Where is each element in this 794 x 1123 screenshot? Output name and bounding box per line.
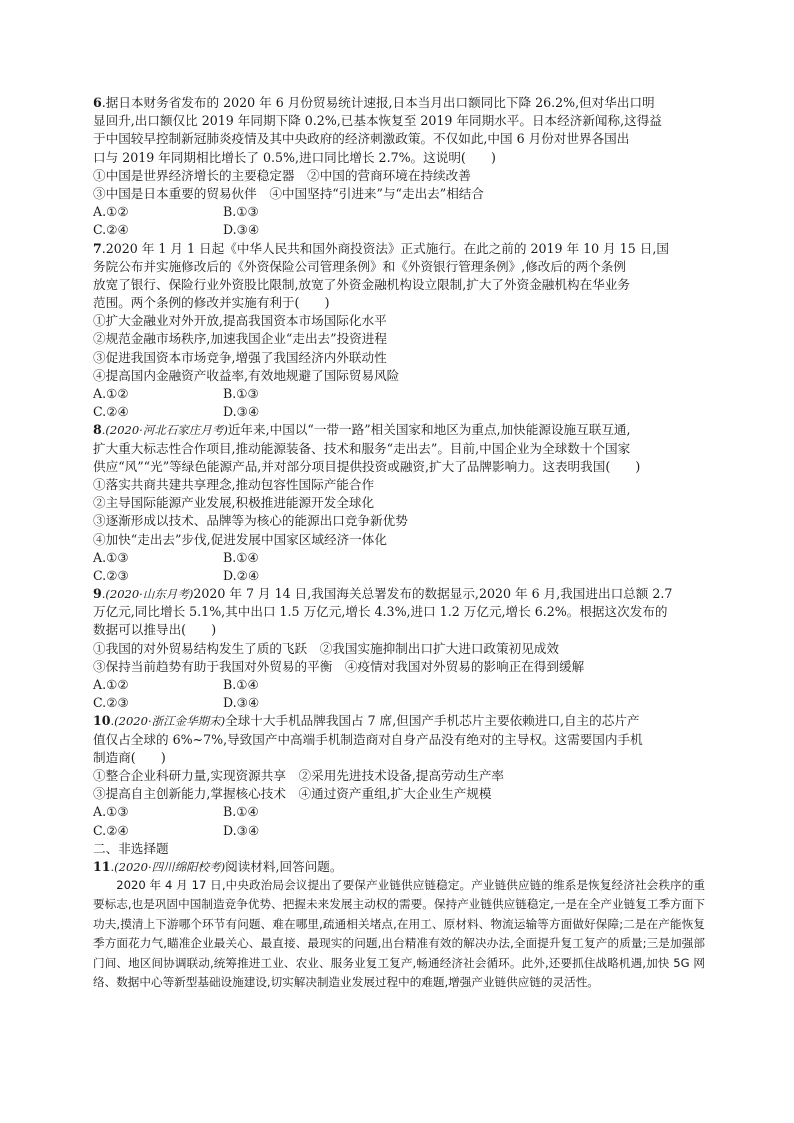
statement: ①我国的对外贸易结构发生了质的飞跃 ②我国实施抑制出口扩大进口政策初见成效 [93,640,559,656]
question-number: 10 [93,713,111,729]
question-source: .(2020·四川绵阳校考) [110,859,226,874]
option-b: B.①④ [223,677,259,692]
question-stem-line: 显回升,出口额仅比 2019 年同期下降 0.2%,已基本恢复至 2019 年同期水平。日本经济新闻称,这得益 [93,113,662,129]
option-c: C.②③ [93,567,129,583]
question-stem-line: 值仅占全球的 6%~7%,导致国产中高端手机制造商对自身产品没有绝对的主导权。这需要国内手机 [93,731,643,747]
option-a: A.①② [93,204,129,220]
question-stem-line: 务院公布并实施修改后的《外资保险公司管理条例》和《外资银行管理条例》,修改后的两个条例 [93,258,626,274]
statement: ④提高国内金融资产收益率,有效地规避了国际贸易风险 [93,367,400,383]
options-row [93,803,705,821]
statement: ①中国是世界经济增长的主要稳定器 ②中国的营商环境在持续改善 [93,167,471,183]
question-number: 9 [93,586,102,602]
statement: ③提高自主创新能力,掌握核心技术 ④通过资产重组,扩大企业生产规模 [93,786,492,802]
option-a: A.①③ [93,549,129,565]
question-stem-line: 范围。两个条例的修改并实施有利于( ) [93,295,330,311]
options-row [93,822,705,840]
question-stem-line: 供应“风”“光”等绿色能源产品,并对部分项目提供投资或融资,扩大了品牌影响力。这表明我国( ) [93,458,641,474]
option-b: B.①④ [223,549,259,565]
option-b: B.①④ [223,804,259,820]
option-d: D.③④ [223,822,260,838]
statement: ③促进我国资本市场竞争,增强了我国经济内外联动性 [93,349,387,365]
question-number: 6 [93,95,102,110]
section-heading: 二、非选择题 [93,840,169,856]
options-row [93,694,705,712]
question-stem-line: 2020 年 7 月 14 日,我国海关总署发布的数据显示,2020 年 6 月,我国进出口总额 2.7 [193,586,673,602]
question-8 [93,421,705,585]
option-a: A.①② [93,386,129,401]
option-c: C.②④ [93,822,129,838]
question-stem-line: 于中国较早控制新冠肺炎疫情及其中央政府的经济刺激政策。不仅如此,中国 6 月份对世界各国出 [93,131,630,147]
option-d: D.②④ [223,567,260,583]
statement: ①扩大金融业对外开放,提高我国资本市场国际化水平 [93,313,387,329]
question-source: .(2020·河北石家庄月考) [101,423,228,438]
options-row [93,385,705,403]
question-stem-line: 放宽了银行、保险行业外资股比限制,放宽了外资金融机构设立限制,扩大了外资金融机构在华业务 [93,276,630,292]
question-stem-line: .2020 年 1 月 1 日起《中华人民共和国外商投资法》正式施行。在此之前的 2019 年 10 月 15 日,国 [101,240,669,256]
option-a: A.①③ [93,804,129,820]
question-10 [93,712,705,839]
question-number: 11 [93,858,111,874]
option-c: C.②④ [93,222,129,238]
question-stem-line: 近年来,中国以“一带一路”相关国家和地区为重点,加快能源设施互联互通, [227,422,631,438]
question-prompt: 阅读材料,回答问题。 [225,858,343,874]
statement: ①落实共商共建共享理念,推动包容性国际产能合作 [93,476,375,492]
statement: ②规范金融市场秩序,加速我国企业“走出去”投资进程 [93,331,387,347]
option-d: D.③④ [223,695,260,711]
statement: ③中国是日本重要的贸易伙伴 ④中国坚持“引进来”与“走出去”相结合 [93,185,484,201]
statement: ①整合企业科研力量,实现资源共享 ②采用先进技术设备,提高劳动生产率 [93,767,505,783]
question-9 [93,585,705,712]
options-row [93,403,705,421]
question-stem-line: 制造商( ) [93,749,166,765]
option-d: D.③④ [223,222,260,238]
question-number: 7 [93,240,102,256]
statement: ③逐渐形成以技术、品牌等为核心的能源出口竞争新优势 [93,513,408,529]
option-c: C.②④ [93,404,129,420]
question-stem-line: .据日本财务省发布的 2020 年 6 月份贸易统计速报,日本当月出口额同比下降 26.2%,但对华出口明 [101,95,655,110]
question-6 [93,94,705,240]
question-stem-line: 扩大重大标志性合作项目,推动能源装备、技术和服务“走出去”。目前,中国企业为全球数十个国家 [93,440,631,456]
statement: ④加快“走出去”步伐,促进发展中国家区域经济一体化 [93,531,387,547]
statement: ③保持当前趋势有助于我国对外贸易的平衡 ④疫情对我国对外贸易的影响正在得到缓解 [93,658,585,674]
options-row [93,567,705,585]
option-c: C.②③ [93,695,129,711]
question-source: .(2020·浙江金华期末) [110,714,226,729]
option-b: B.①③ [223,204,259,220]
options-row [93,221,705,239]
options-row [93,676,705,694]
options-row [93,203,705,221]
option-b: B.①③ [223,386,259,401]
question-stem-line: 万亿元,同比增长 5.1%,其中出口 1.5 万亿元,增长 4.3%,进口 1.2 万亿元,增长 6.2%。根据这次发布的 [93,604,668,620]
statement: ②主导国际能源产业发展,积极推进能源开发全球化 [93,495,375,511]
option-a: A.①② [93,677,129,692]
question-stem-line: 口与 2019 年同期相比增长了 0.5%,进口同比增长 2.7%。这说明( ) [93,149,496,165]
question-11 [93,858,705,876]
question-stem-line: 全球十大手机品牌我国占 7 席,但国产手机芯片主要依赖进口,自主的芯片产 [225,713,640,729]
option-d: D.③④ [223,404,260,420]
question-7 [93,240,705,422]
reading-material: 2020 年 4 月 17 日,中央政治局会议提出了要保产业链供应链稳定。产业链供应链的维系是恢复经济社会秩序的重要标志,也是巩固中国制造竞争优势、把握未来发展主动权的需要。保持产业链供应链稳定,一是在全产业链复工季方面下功夫,摸清上下游哪个环节有问题、难在哪里,疏通相关堵点,在用工、原材料、物流运输等方面做好保障;二是在产能恢复季方面花力气,瞄准企业最关心、最直接、最现实的问题,出台精准有效的解决办法,全面提升复工复产的质量;三是加强部门间、地区间协调联动,统筹推进工业、农业、服务业复工复产,畅通经济社会循环。此外,还要抓住战略机遇,加快 5G 网络、数据中心等新型基础设施建设,切实解决制造业发展过程中的难题,增强产业链供应链的灵活性。 [93,878,705,990]
exam-page [93,94,705,993]
options-row [93,549,705,567]
question-stem-line: 数据可以推导出( ) [93,622,217,638]
question-source: .(2020·山东月考) [101,587,194,602]
question-number: 8 [93,422,102,438]
